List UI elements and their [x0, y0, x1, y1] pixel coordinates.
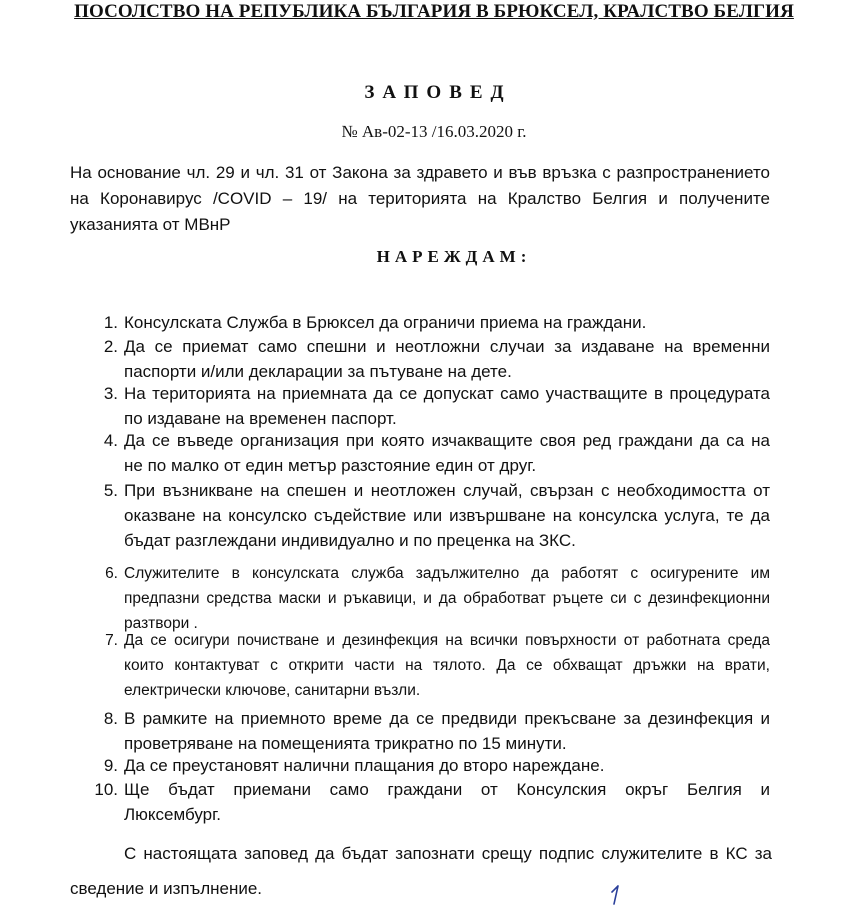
item-number: 9.	[103, 756, 118, 775]
item-line: Ще бъдат приемани само граждани от Консулския окръг Белгия и	[124, 780, 770, 799]
intro-line: на Коронавирус /COVID – 19/ на територията на Кралство Белгия и получените	[70, 189, 770, 208]
handwritten-mark-icon	[608, 884, 624, 906]
order-heading: НАРЕЖДАМ:	[376, 247, 532, 266]
closing-line: С настоящата заповед да бъдат запознати срещу подпис служителите в КС за	[124, 844, 772, 863]
item-line: разтвори .	[124, 615, 198, 632]
item-line: На територията на приемната да се допускат само участващите в процедурата	[124, 384, 770, 403]
item-number: 3.	[103, 384, 118, 403]
item-line: които контактуват с открити части на тялото. Да се обхващат дръжки на врати,	[124, 657, 770, 674]
item-number: 1.	[103, 313, 118, 332]
intro-paragraph	[70, 160, 770, 238]
item-line: При възникване на спешен и неотложен случай, свързан с необходимостта от	[124, 481, 770, 500]
item-line: по издаване на временен паспорт.	[124, 409, 397, 428]
item-line: Да се преустановят налични плащания до второ нареждане.	[124, 756, 605, 775]
embassy-header: ПОСОЛСТВО НА РЕПУБЛИКА БЪЛГАРИЯ В БРЮКСЕЛ, КРАЛСТВО БЕЛГИЯ	[74, 1, 794, 22]
item-number: 4.	[103, 431, 118, 450]
item-line: Люксембург.	[124, 805, 221, 824]
item-number: 8.	[103, 709, 118, 728]
item-line: оказване на консулско съдействие или извършване на консулска услуга, те да	[124, 506, 770, 525]
item-line: В рамките на приемното време да се предвиди прекъсване за дезинфекция и	[124, 709, 770, 728]
item-line: Да се приемат само спешни и неотложни случаи за издаване на временни	[124, 337, 770, 356]
item-line: Да се осигури почистване и дезинфекция на всички повърхности от работната среда	[124, 632, 770, 649]
item-number: 5.	[103, 481, 118, 500]
document-title: ЗАПОВЕД	[364, 82, 512, 103]
item-line: предпазни средства маски и ръкавици, и да обработват ръцете си с дезинфекционни	[124, 590, 770, 607]
intro-line: На основание чл. 29 и чл. 31 от Закона за здравето и във връзка с разпространението	[70, 163, 770, 182]
intro-line: указанията от МВнР	[70, 215, 231, 234]
order-number: № Ав-02-13 /16.03.2020 г.	[341, 122, 527, 141]
item-line: електрически ключове, санитарни възли.	[124, 682, 421, 699]
item-line: Консулската Служба в Брюксел да ограничи приема на граждани.	[124, 313, 647, 332]
item-number: 2.	[103, 337, 118, 356]
item-number: 10.	[94, 780, 118, 799]
item-line: Да се въведе организация при която изчакващите своя ред граждани да са на	[124, 431, 770, 450]
item-line: бъдат разглеждани индивидуално и по преценка на ЗКС.	[124, 531, 576, 550]
item-line: не по малко от един метър разстояние един от друг.	[124, 456, 537, 475]
closing-paragraph	[70, 836, 772, 906]
item-number: 7.	[105, 632, 118, 649]
item-number: 6.	[105, 565, 118, 582]
closing-line: сведение и изпълнение.	[70, 879, 263, 898]
item-line: проветряване на помещенията трикратно по 15 минути.	[124, 734, 567, 753]
item-line: Служителите в консулската служба задължително да работят с осигурените им	[124, 565, 770, 582]
item-line: паспорти и/или декларации за пътуване на дете.	[124, 362, 512, 381]
